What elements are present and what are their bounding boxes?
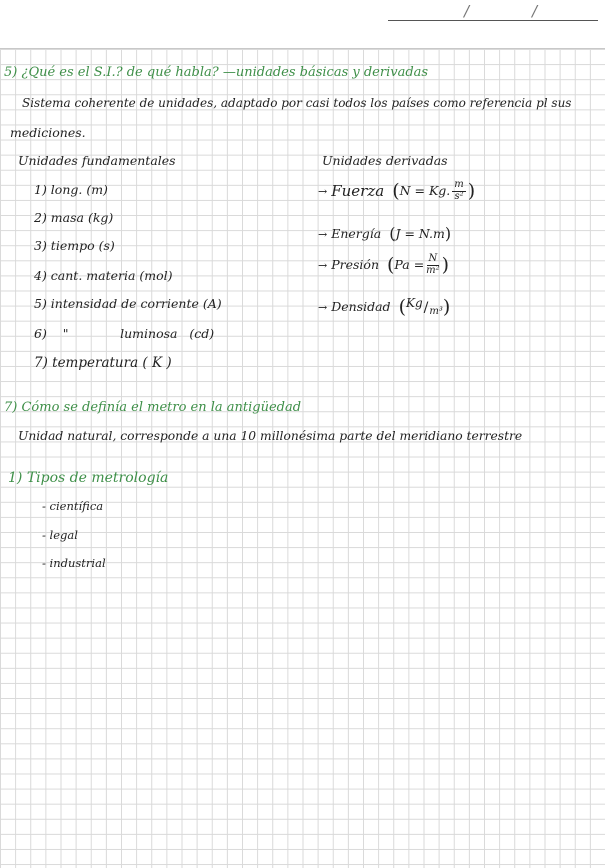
- paren-close: ): [444, 224, 452, 243]
- metrologia-item-2: - legal: [42, 528, 78, 542]
- densidad-den: m³: [429, 305, 443, 317]
- presion-label: Presión: [331, 256, 379, 272]
- paren-open: (: [398, 296, 406, 318]
- q5-title: 5) ¿Qué es el S.I.? de qué habla? —unidades básicas y derivadas: [4, 65, 429, 80]
- fundamental-item-4: 4) cant. materia (mol): [34, 268, 173, 283]
- derivada-fuerza: [318, 180, 475, 202]
- fuerza-label: Fuerza: [331, 181, 385, 200]
- energia-label: Energía: [331, 225, 382, 241]
- paren-open: (: [392, 179, 400, 202]
- date-line: [388, 20, 598, 21]
- paren-close: ): [441, 253, 450, 276]
- grid-paper: [0, 48, 605, 868]
- arrow-icon: →: [318, 258, 328, 272]
- fuerza-num: m: [454, 179, 464, 190]
- paren-close: ): [467, 179, 476, 202]
- metrologia-item-1: - científica: [42, 499, 104, 513]
- fuerza-den: s²: [454, 190, 464, 202]
- fuerza-expr: N = Kg.: [399, 182, 451, 198]
- derivada-energia: [318, 226, 451, 242]
- densidad-label: Densidad: [331, 299, 391, 315]
- densidad-num: Kg: [405, 295, 423, 310]
- derivada-presion: [318, 254, 449, 276]
- fundamental-item-5: 5) intensidad de corriente (A): [34, 296, 222, 311]
- fundamental-item-7: 7) temperatura ( K ): [34, 355, 172, 371]
- arrow-icon: →: [318, 227, 328, 241]
- fraction-slash: /: [423, 299, 429, 316]
- q5-line-2: mediciones.: [10, 125, 86, 140]
- page-header: [0, 0, 605, 48]
- energia-expr: J = N.m: [395, 225, 445, 241]
- presion-expr: Pa =: [394, 256, 425, 272]
- fundamental-item-2: 2) masa (kg): [34, 210, 114, 225]
- paren-open: (: [387, 253, 395, 276]
- q1-title: 1) Tipos de metrología: [8, 470, 169, 486]
- fuerza-fraction: [452, 180, 465, 202]
- arrow-icon: →: [318, 184, 328, 198]
- q7-title: 7) Cómo se definía el metro en la antigüedad: [4, 400, 302, 415]
- presion-fraction: [426, 254, 440, 276]
- derivada-densidad: [318, 295, 451, 318]
- paren-close: ): [442, 296, 451, 318]
- fundamental-item-1: 1) long. (m): [34, 182, 108, 197]
- presion-den: m²: [426, 264, 440, 276]
- q7-line-1: Unidad natural, corresponde a una 10 millonésima parte del meridiano terrestre: [18, 429, 523, 443]
- metrologia-item-3: - industrial: [42, 556, 106, 570]
- arrow-icon: →: [318, 301, 328, 314]
- derivadas-header: Unidades derivadas: [322, 153, 448, 168]
- date-slash-2: /: [532, 2, 538, 20]
- q5-line-1: Sistema coherente de unidades, adaptado por casi todos los países como referencia pl sus: [22, 96, 572, 110]
- date-slash-1: /: [464, 2, 470, 20]
- presion-num: N: [428, 253, 438, 264]
- fundamental-item-6: 6) " luminosa (cd): [34, 326, 215, 341]
- fundamental-item-3: 3) tiempo (s): [34, 238, 115, 253]
- paren-open: (: [389, 224, 396, 243]
- fundamentales-header: Unidades fundamentales: [18, 153, 176, 168]
